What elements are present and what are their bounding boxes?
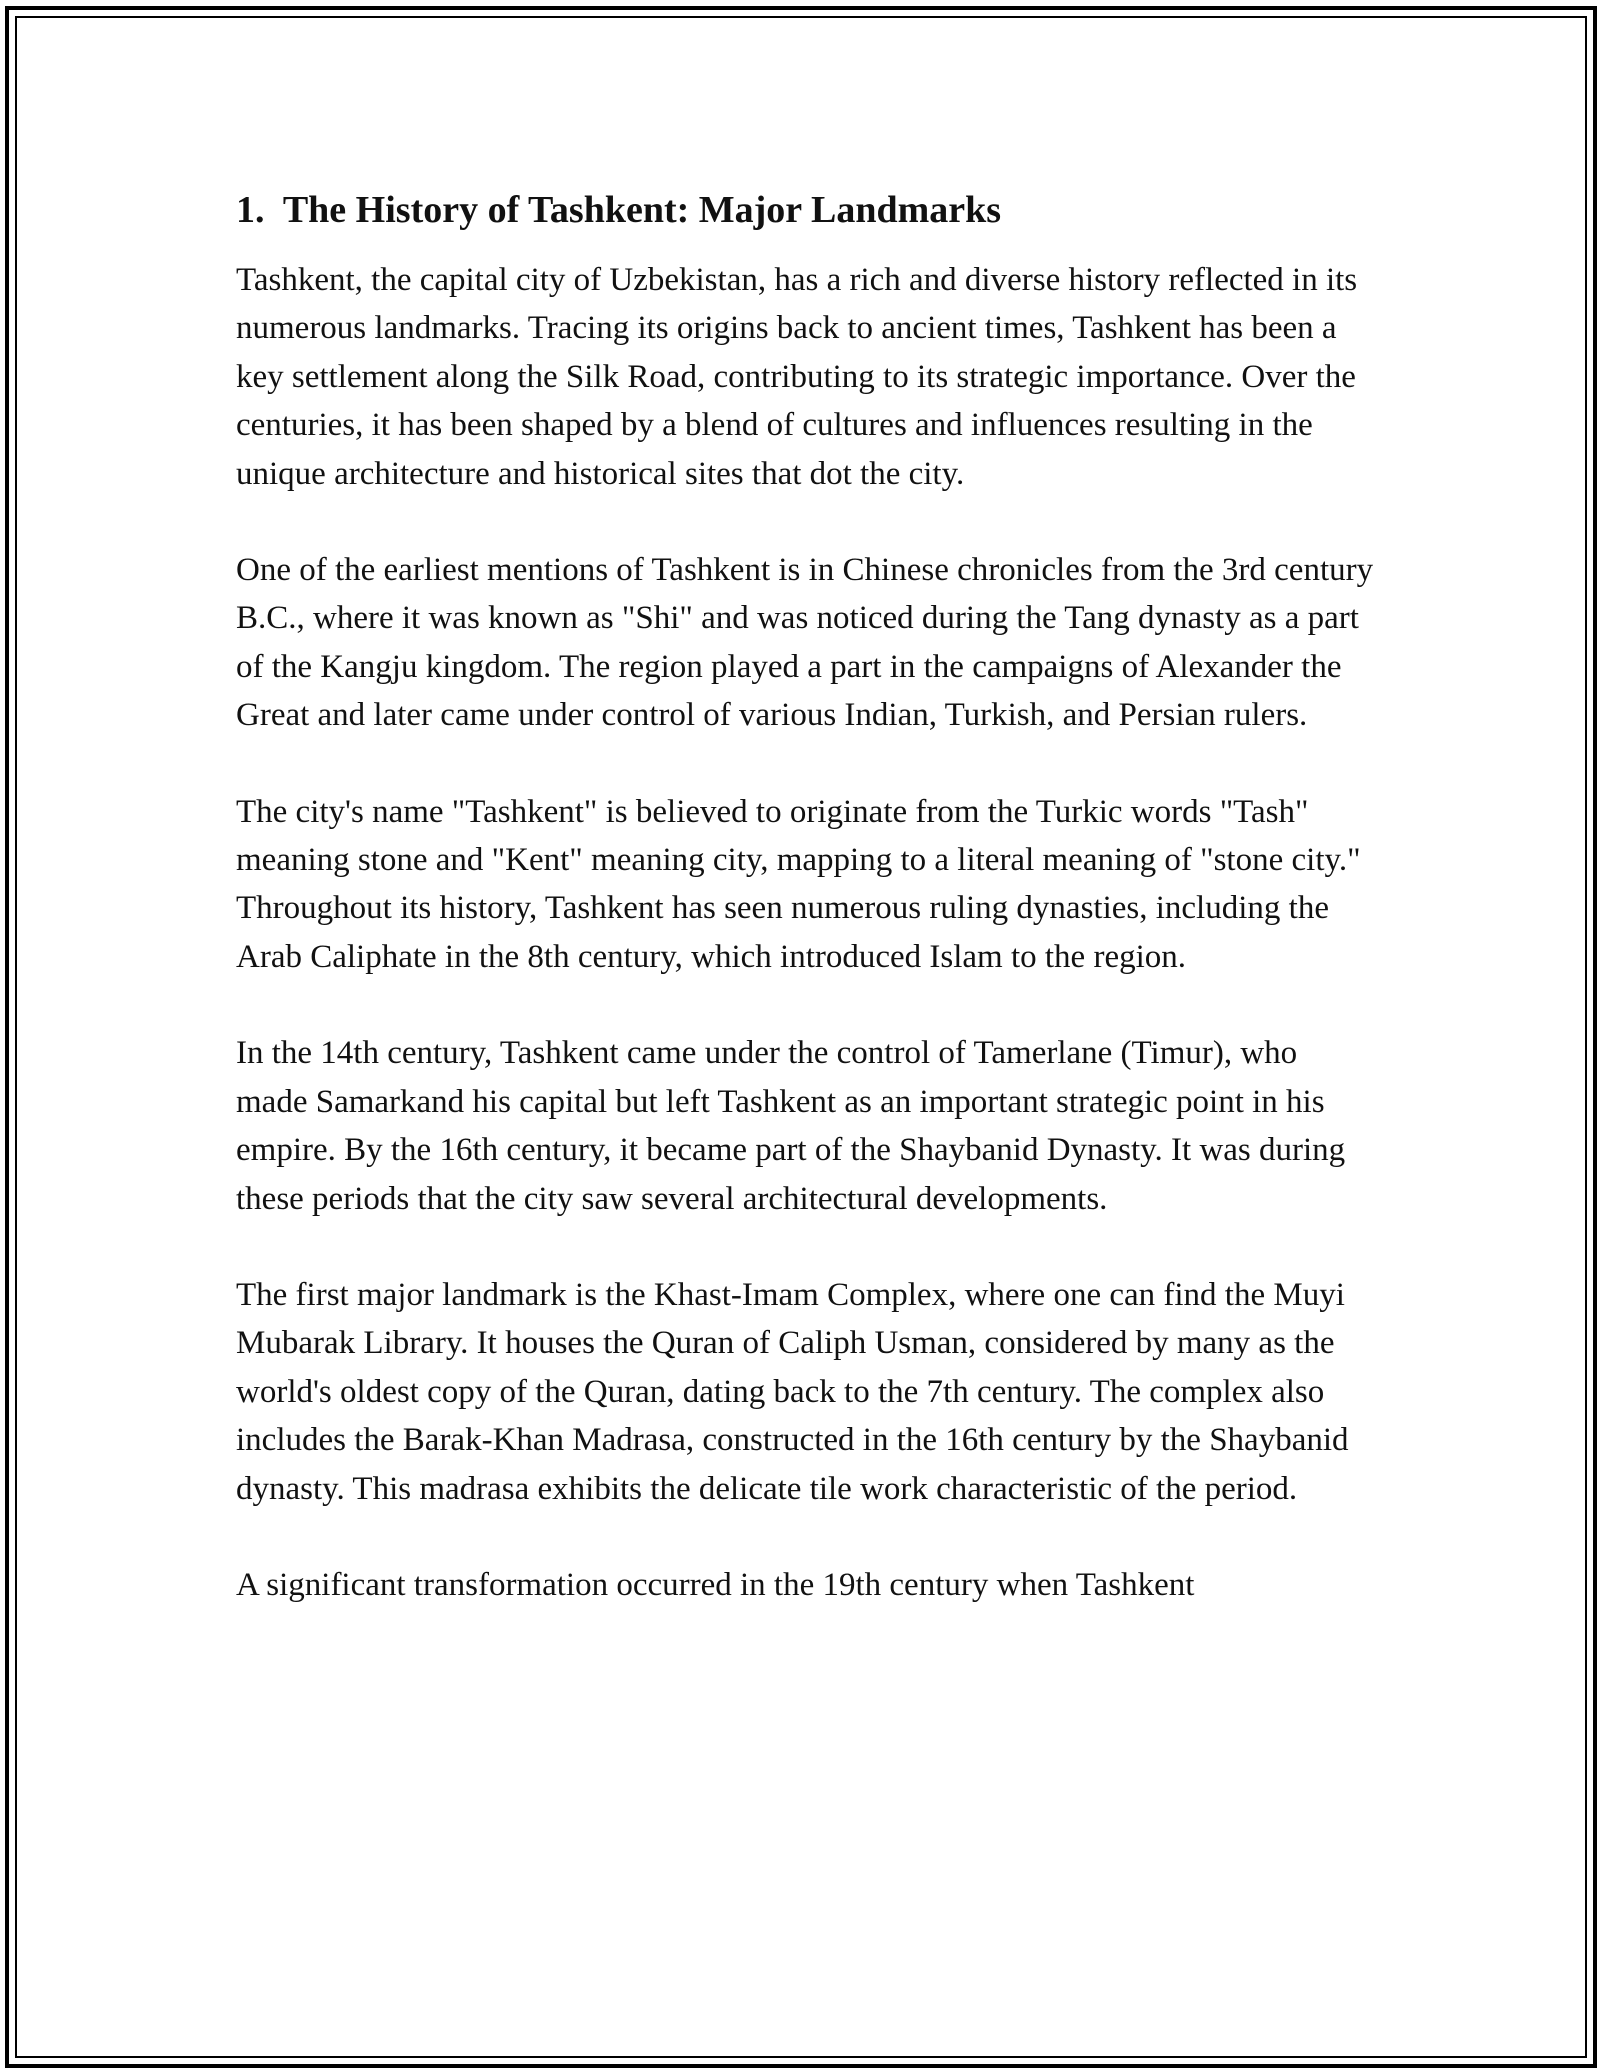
paragraph-14th-century: In the 14th century, Tashkent came under the control of Tamerlane (Timur), who made Samarkand his capital but left Tashkent as an important strategic point in his empire. By the 16th century, it became part of the Shaybanid Dynasty. It was during these periods that the city saw several architectural developments. — [236, 1035, 1346, 1217]
paragraph-name-origin: The city's name "Tashkent" is believed to originate from the Turkic words "Tash" meaning stone and "Kent" meaning city, mapping to a literal meaning of "stone city." Throughout its history, Tashkent has seen numerous ruling dynasties, including the Arab Caliphate in the 8th century, which introduced Islam to the region. — [236, 793, 1361, 975]
paragraph-khast-imam: The first major landmark is the Khast-Imam Complex, where one can find the Muyi Mubarak Library. It houses the Quran of Caliph Usman, considered by many as the world's oldest copy of the Quran, dating back to the 7th century. The complex also includes the Barak-Khan Madrasa, constructed in the 16th century by the Shaybanid dynasty. This madrasa exhibits the delicate tile work characteristic of the period. — [236, 1276, 1349, 1507]
paragraph-19th-century: A significant transformation occurred in the 19th century when Tashkent — [236, 1566, 1195, 1603]
paragraph-earliest-mentions: One of the earliest mentions of Tashkent is in Chinese chronicles from the 3rd century B.C., where it was known as "Shi" and was noticed during the Tang dynasty as a part of the Kangju kingdom. The region played a part in the campaigns of Alexander the Great and later came under control of various Indian, Turkish, and Persian rulers. — [236, 552, 1374, 734]
document-body — [236, 186, 1376, 1657]
section-heading: 1. The History of Tashkent: Major Landmarks — [236, 189, 1002, 231]
paragraph-intro: Tashkent, the capital city of Uzbekistan, has a rich and diverse history reflected in its numerous landmarks. Tracing its origins back to ancient times, Tashkent has been a key settlement along the Silk Road, contributing to its strategic importance. Over the centuries, it has been shaped by a blend of cultures and influences resulting in the unique architecture and historical sites that dot the city. — [236, 262, 1358, 492]
